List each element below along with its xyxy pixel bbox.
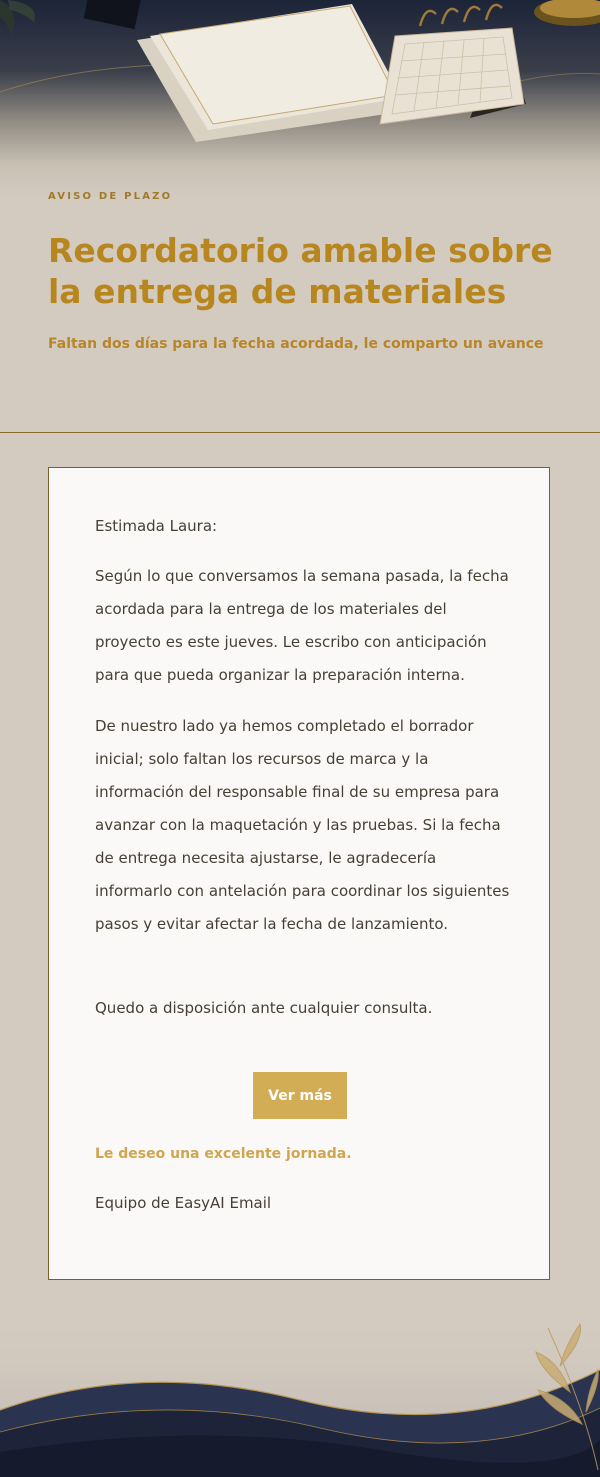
email-subtitle: Faltan dos días para la fecha acordada, le comparto un avance [48, 336, 544, 352]
email-title: Recordatorio amable sobre la entrega de materiales [48, 231, 553, 311]
ver-mas-button[interactable]: Ver más [253, 1072, 347, 1119]
signature: Equipo de EasyAI Email [95, 1194, 272, 1212]
header-divider [0, 432, 600, 433]
notice-eyebrow: AVISO DE PLAZO [48, 191, 173, 202]
hero-banner [0, 0, 600, 432]
letter-paragraph-1: Según lo que conversamos la semana pasada, la fecha acordada para la entrega de los materiales del proyecto es este jueves. Le escribo con anticipación para que pueda organizar la preparación interna. [95, 567, 509, 684]
closing-line: Le deseo una excelente jornada. [95, 1146, 352, 1162]
desk-calendar-illustration [0, 0, 600, 180]
letter-paragraph-3: Quedo a disposición ante cualquier consulta. [95, 999, 433, 1017]
letter-paragraph-2: De nuestro lado ya hemos completado el borrador inicial; solo faltan los recursos de marca y la información del responsable final de su empresa para avanzar con la maquetación y las pruebas. Si la fecha de entrega necesita ajustarse, le agradecería informarlo con antelación para coordinar los siguientes pasos y evitar afectar la fecha de lanzamiento. [95, 717, 510, 933]
letter-greeting: Estimada Laura: [95, 517, 218, 535]
navy-waves-leaf-illustration [0, 1300, 600, 1477]
letter-card [48, 467, 550, 1280]
